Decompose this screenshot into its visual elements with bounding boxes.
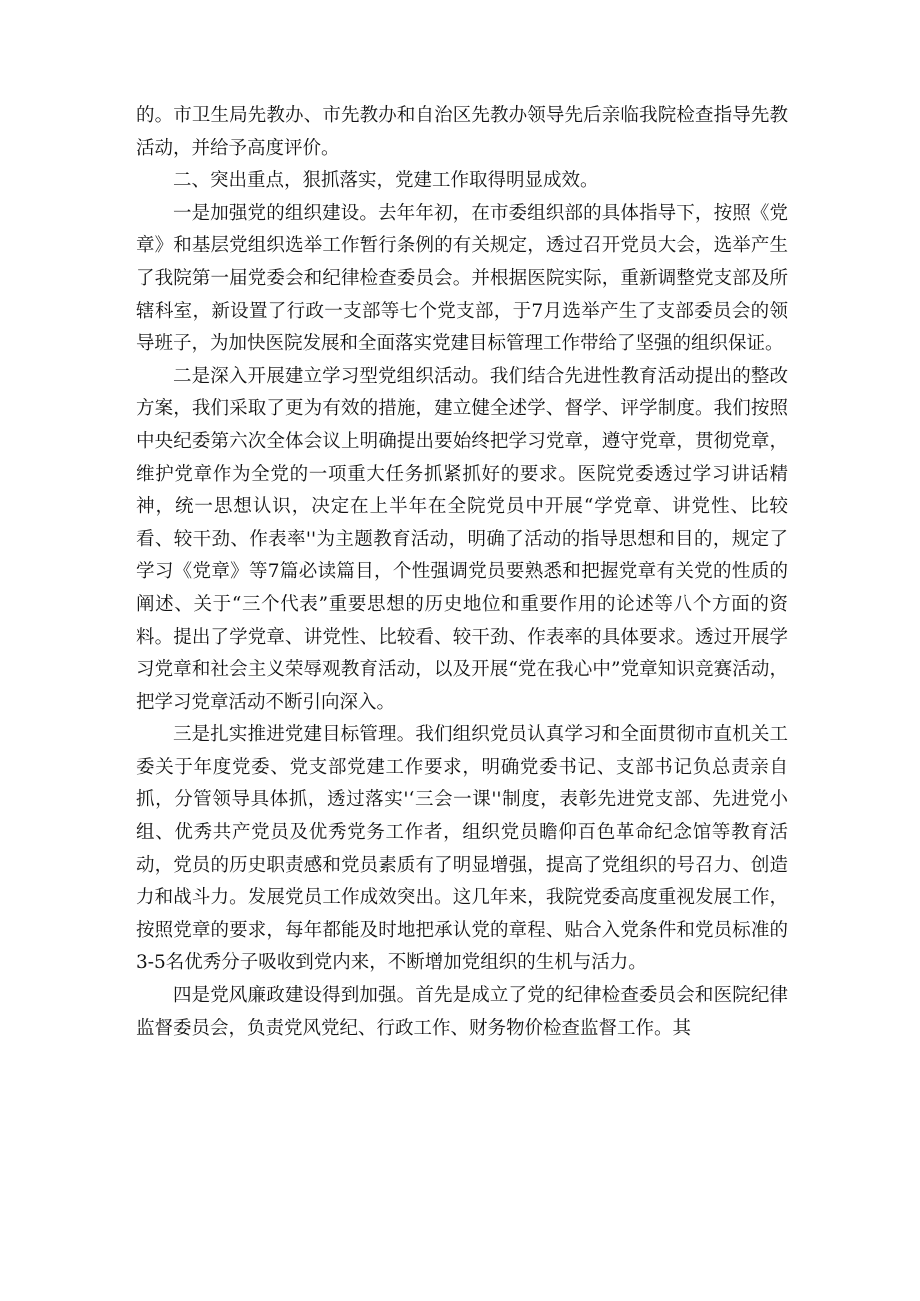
- document-page: [136, 100, 788, 1045]
- paragraph-learning: 二是深入开展建立学习型党组织活动。我们结合先进性教育活动提出的整改方案，我们采取了更为有效的措施，建立健全述学、督学、评学制度。我们按照中央纪委第六次全体会议上明确提出要始终把学习党章，遵守党章，贯彻党章，维护党章作为全党的一项重大任务抓紧抓好的要求。医院党委透过学习讲话精神，统一思想认识，决定在上半年在全院党员中开展“学党章、讲党性、比较看、较干劲、作表率''为主题教育活动，明确了活动的指导思想和目的，规定了学习《党章》等7篇必读篇目，个性强调党员要熟悉和把握党章有关党的性质的阐述、关于“三个代表”重要思想的历史地位和重要作用的论述等八个方面的资料。提出了学党章、讲党性、比较看、较干劲、作表率的具体要求。透过开展学习党章和社会主义荣辱观教育活动，以及开展“党在我心中”党章知识竞赛活动，把学习党章活动不断引向深入。: [136, 365, 788, 713]
- section-heading: 二、突出重点，狠抓落实，党建工作取得明显成效。: [173, 170, 599, 192]
- paragraph-integrity: 四是党风廉政建设得到加强。首先是成立了党的纪律检查委员会和医院纪律监督委员会，负责党风党纪、行政工作、财务物价检查监督工作。其: [136, 985, 788, 1039]
- paragraph-continuation: 的。市卫生局先教办、市先教办和自治区先教办领导先后亲临我院检查指导先教活动，并给予高度评价。: [136, 105, 788, 159]
- paragraph-management: 三是扎实推进党建目标管理。我们组织党员认真学习和全面贯彻市直机关工委关于年度党委、党支部党建工作要求，明确党委书记、支部书记负总责亲自抓，分管领导具体抓，透过落实'‘三会一课''制度，表彰先进党支部、先进党小组、优秀共产党员及优秀党务工作者，组织党员瞻仰百色革命纪念馆等教育活动，党员的历史职责感和党员素质有了明显增强，提高了党组织的号召力、创造力和战斗力。发展党员工作成效突出。这几年来，我院党委高度重视发展工作，按照党章的要求，每年都能及时地把承认党的章程、贴合入党条件和党员标准的3-5名优秀分子吸收到党内来，不断增加党组织的生机与活力。: [136, 724, 788, 974]
- paragraph-organization: 一是加强党的组织建设。去年年初，在市委组织部的具体指导下，按照《党章》和基层党组织选举工作暂行条例的有关规定，透过召开党员大会，选举产生了我院第一届党委会和纪律检查委员会。并根据医院实际，重新调整党支部及所辖科室，新设置了行政一支部等七个党支部，于7月选举产生了支部委员会的领导班子，为加快医院发展和全面落实党建目标管理工作带给了坚强的组织保证。: [136, 202, 788, 355]
